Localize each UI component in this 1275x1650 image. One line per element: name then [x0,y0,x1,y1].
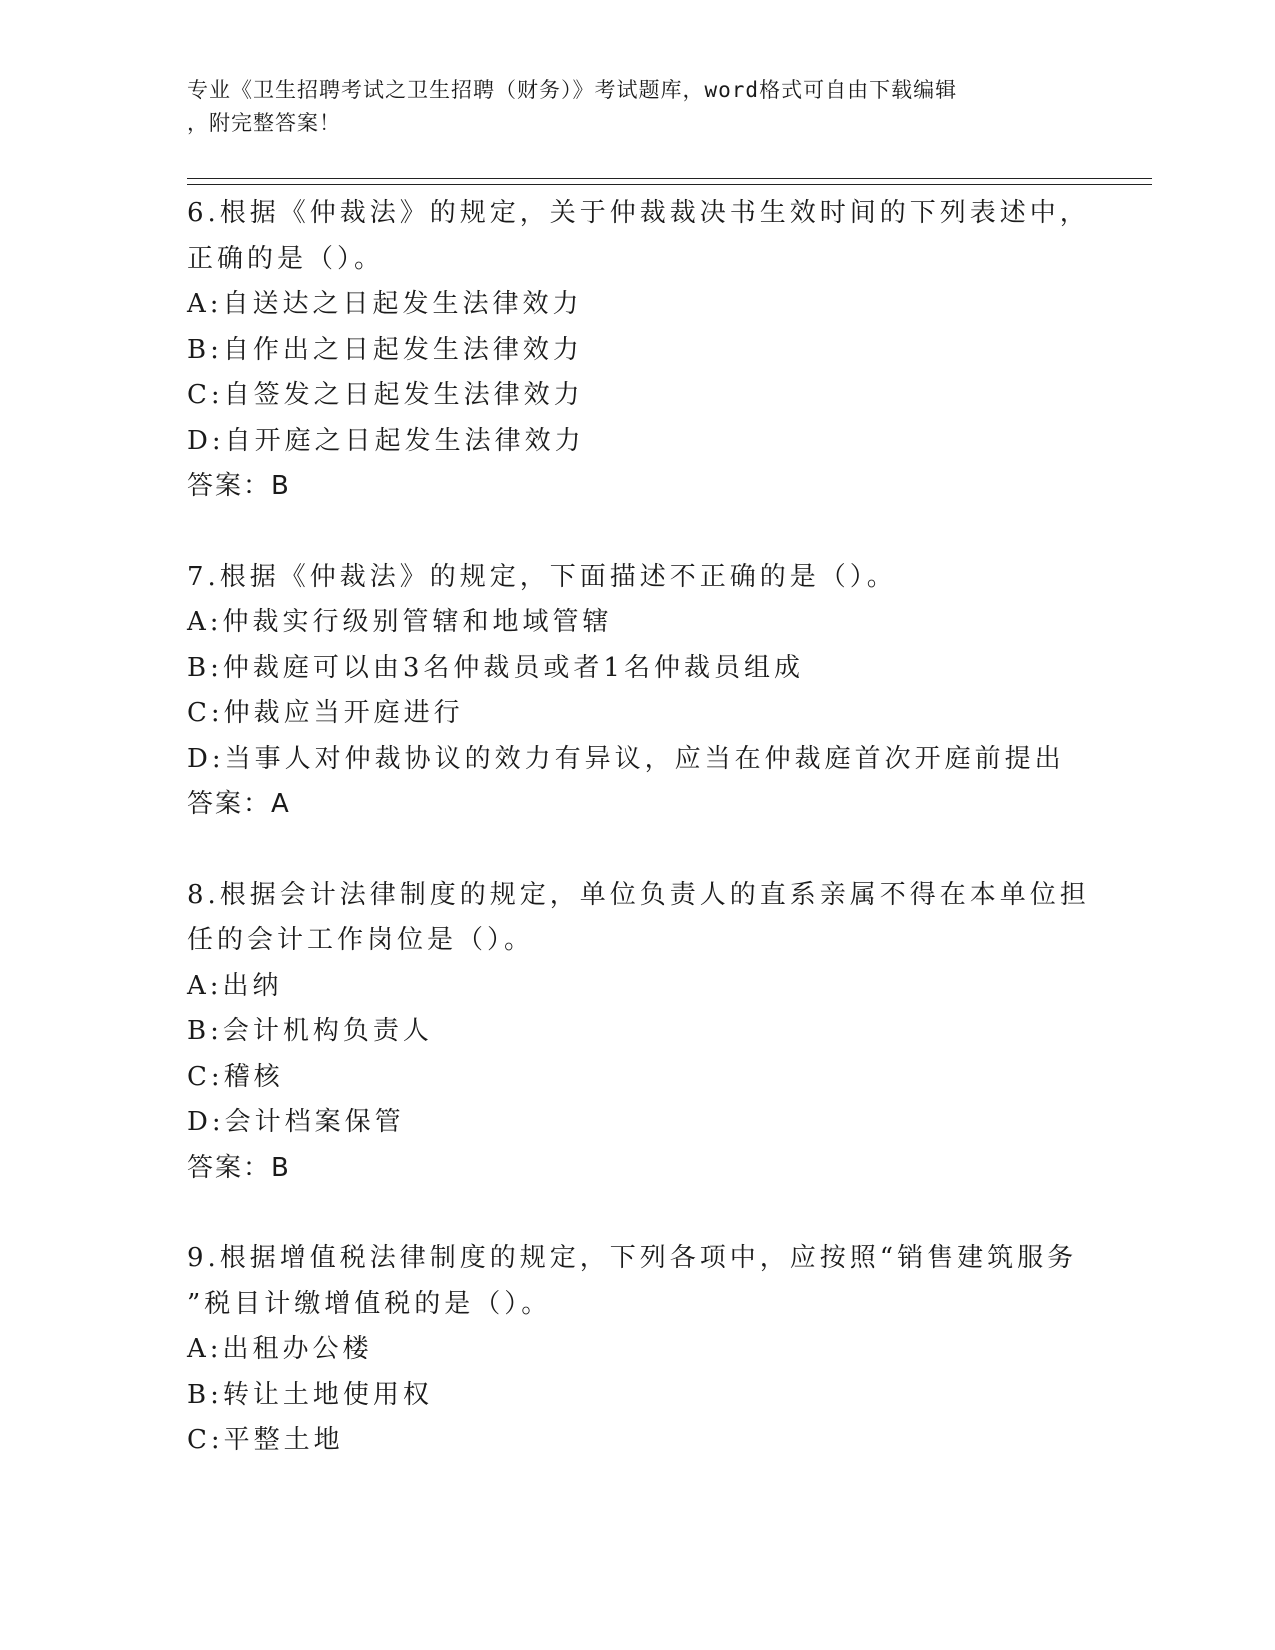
option-c: C:仲裁应当开庭进行 [187,698,464,728]
option-c: C:平整土地 [187,1425,344,1455]
question-8 [187,873,1090,1192]
spacer [187,510,1087,555]
option-a: A:出纳 [187,970,283,1001]
option-c: C:稽核 [187,1061,284,1092]
spacer [187,828,1087,873]
option-d: D:会计档案保管 [187,1107,405,1137]
question-stem: 任的会计工作岗位是（）。 [187,925,535,955]
answer-label: 答案：A [187,789,291,819]
header-divider-top [187,178,1152,179]
question-stem: 9.根据增值税法律制度的规定，下列各项中，应按照“销售建筑服务 [187,1243,1078,1273]
question-stem: 8.根据会计法律制度的规定，单位负责人的直系亲属不得在本单位担 [187,879,1090,910]
document-header [187,74,1067,140]
header-line-2: ，附完整答案！ [187,111,341,135]
option-c: C:自签发之日起发生法律效力 [187,380,584,410]
answer-label: 答案：B [187,471,291,501]
option-b: B:仲裁庭可以由3名仲裁员或者1名仲裁员组成 [187,652,804,683]
option-a: A:出租办公楼 [187,1334,373,1364]
spacer [187,1191,1087,1236]
option-b: B:会计机构负责人 [187,1016,433,1046]
answer-label: 答案：B [187,1152,291,1183]
question-stem: 正确的是（）。 [187,243,385,274]
option-b: B:转让土地使用权 [187,1379,433,1410]
option-a: A:仲裁实行级别管辖和地域管辖 [187,607,613,637]
option-d: D:自开庭之日起发生法律效力 [187,425,585,456]
question-stem: 7.根据《仲裁法》的规定，下面描述不正确的是（）。 [187,561,897,592]
question-stem: 6.根据《仲裁法》的规定，关于仲裁裁决书生效时间的下列表述中， [187,198,1090,228]
option-d: D:当事人对仲裁协议的效力有异议，应当在仲裁庭首次开庭前提出 [187,743,1065,774]
header-line-1: 专业《卫生招聘考试之卫生招聘（财务）》考试题库，word格式可自由下载编辑 [187,78,958,102]
question-6 [187,191,1090,510]
question-stem: ”税目计缴增值税的是（）。 [187,1288,552,1319]
question-list [187,191,1090,1464]
option-b: B:自作出之日起发生法律效力 [187,334,583,365]
question-7 [187,555,1087,828]
header-divider-bottom [187,184,1152,185]
question-9 [187,1236,1087,1464]
option-a: A:自送达之日起发生法律效力 [187,289,583,319]
